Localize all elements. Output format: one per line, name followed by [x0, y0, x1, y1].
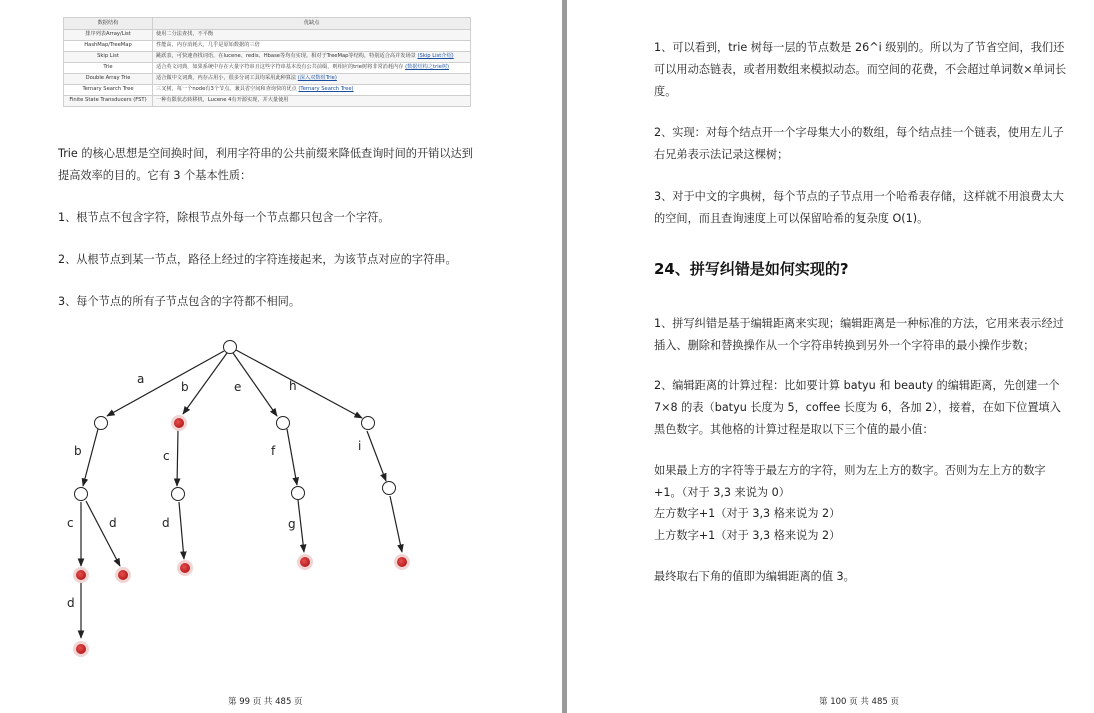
- rule-line: 上方数字+1（对于 3,3 格来说为 2）: [654, 528, 841, 542]
- trie-terminal-node-hi: [397, 557, 407, 567]
- table-header-pros-cons: 优缺点: [153, 18, 471, 30]
- rule-line: 左方数字+1（对于 3,3 格来说为 2）: [654, 507, 841, 520]
- trie-terminal-node-bcd: [180, 563, 190, 573]
- table-cell-desc-text: 使用二分法查找，不平衡: [156, 31, 214, 38]
- table-row: [64, 74, 471, 85]
- trie-edge-i: [367, 431, 386, 481]
- table-cell-name: Double Array Trie: [64, 74, 153, 85]
- table-row: [64, 41, 471, 52]
- trie-label-g: g: [288, 517, 296, 531]
- trie-edge-g: [298, 500, 304, 552]
- trie-terminal-node-abd: [118, 570, 128, 580]
- table-cell-desc: [153, 30, 471, 41]
- table-row: [64, 85, 471, 96]
- trie-label-d3: d: [67, 596, 75, 610]
- spellcheck-paragraph-2: 2、编辑距离的计算过程：比如要计算 batyu 和 beauty 的编辑距离，先创建一个7×8 的表（batyu 长度为 5，coffee 长度为 6，各加 2），接着，在如下位置填入黑色数字。其他格的计算过程是取以下三个值的最小值：: [654, 379, 1061, 436]
- trie-label-d1: d: [109, 516, 117, 530]
- table-cell-name: Skip List: [64, 52, 153, 63]
- trie-terminal-node-abcd: [76, 644, 86, 654]
- table-cell-name: Ternary Search Tree: [64, 85, 153, 96]
- trie-node-h: [362, 417, 375, 430]
- data-structure-table: [63, 17, 471, 107]
- trie-edge-d1: [86, 501, 120, 566]
- trie-chinese-paragraph: 3、对于中文的字典树，每个节点的子节点用一个哈希表存储，这样就不用浪费太大的空间，而且查询速度上可以保留哈希的复杂度 O(1)。: [654, 190, 1064, 225]
- table-cell-desc: [153, 74, 471, 85]
- table-header-structure: 数据结构: [64, 18, 153, 30]
- table-row: [64, 30, 471, 41]
- table-cell-desc-text: 三叉树，每一个node有3个节点，兼具省空间和查询快的优点: [156, 86, 297, 93]
- table-cell-desc-text: 适合英文词典，如果系统中存在大量字符串且这些字符串基本没有公共前缀，则相应的trie树将非常消耗内存: [156, 64, 404, 71]
- trie-label-a: a: [137, 372, 145, 386]
- trie-property-2: 2、从根节点到某一节点，路径上经过的字符连接起来，为该节点对应的字符串。: [58, 253, 457, 266]
- table-cell-name: Finite State Transducers (FST): [64, 96, 153, 107]
- trie-edge-d2: [179, 502, 184, 559]
- table-cell-link[interactable]: (Skip List介绍): [417, 53, 454, 60]
- page-footer: 第 99 页 共 485 页: [228, 697, 303, 707]
- table-cell-name: Trie: [64, 63, 153, 74]
- trie-label-f: f: [271, 444, 276, 458]
- trie-node-bc: [172, 488, 185, 501]
- trie-node-e: [277, 417, 290, 430]
- trie-edge-f: [287, 429, 297, 485]
- trie-label-d2: d: [162, 516, 170, 530]
- trie-space-paragraph: 1、可以看到，trie 树每一层的节点数是 26^i 级别的。所以为了节省空间，我们还可以用动态链表，或者用数组来模拟动态。而空间的花费，不会超过单词数×单词长度。: [654, 41, 1067, 98]
- table-cell-desc: [153, 85, 471, 96]
- trie-diagram: [40, 330, 480, 670]
- section-heading: 24、拼写纠错是如何实现的?: [654, 260, 849, 278]
- table-cell-desc: [153, 41, 471, 52]
- trie-label-h: h: [289, 379, 297, 393]
- spellcheck-rules: [654, 460, 1072, 546]
- trie-label-b2: b: [74, 444, 82, 458]
- table-row: [64, 63, 471, 74]
- table-cell-name: HashMap/TreeMap: [64, 41, 153, 52]
- trie-edge-a: [107, 351, 224, 416]
- spellcheck-paragraph-1: 1、拼写纠错是基于编辑距离来实现；编辑距离是一种标准的方法，它用来表示经过插入、删除和替换操作从一个字符串转换到另外一个字符串的最小操作步数；: [654, 317, 1064, 352]
- table-row: [64, 52, 471, 63]
- table-cell-desc: [153, 52, 471, 63]
- trie-label-e: e: [234, 380, 242, 394]
- trie-edge-last: [390, 496, 402, 552]
- rule-line: 如果最上方的字符等于最左方的字符，则为左上方的数字。否则为左上方的数字+1。（对于 3,3 来说为 0）: [654, 464, 1046, 499]
- table-cell-desc-text: 性能高，内存消耗大，几乎是原始数据的三倍: [156, 42, 260, 49]
- trie-label-c1: c: [163, 449, 170, 463]
- trie-edge-b2: [83, 429, 98, 486]
- table-cell-link[interactable]: (Ternary Search Tree): [298, 86, 354, 93]
- trie-terminal-node-efg: [300, 557, 310, 567]
- trie-root-node: [224, 341, 237, 354]
- table-cell-desc: [153, 63, 471, 74]
- table-cell-desc: [153, 96, 471, 107]
- table-cell-desc-text: 跳跃表，可快速查找词语，在lucene、redis、Hbase等均有实现。相对于TreeMap等结构，特别适合高并发场景: [156, 53, 416, 60]
- table-cell-name: 排序列表Array/List: [64, 30, 153, 41]
- trie-property-3: 3、每个节点的所有子节点包含的字符都不相同。: [58, 295, 301, 308]
- trie-property-1: 1、根节点不包含字符，除根节点外每一个节点都只包含一个字符。: [58, 211, 390, 224]
- spellcheck-conclusion: 最终取右下角的值即为编辑距离的值 3。: [654, 570, 855, 583]
- trie-impl-paragraph: 2、实现：对每个结点开一个字母集大小的数组，每个结点挂一个链表，使用左儿子右兄弟表示法记录这棵树；: [654, 126, 1064, 161]
- trie-node-a: [95, 417, 108, 430]
- trie-label-b: b: [181, 380, 189, 394]
- table-row: [64, 96, 471, 107]
- trie-terminal-node-b: [174, 418, 184, 428]
- right-page: [567, 0, 1094, 713]
- table-cell-link[interactable]: (深入双数组Trie): [297, 75, 337, 82]
- trie-label-c2: c: [67, 516, 74, 530]
- table-cell-desc-text: 一种有限状态转移机，Lucene 4有开源实现，并大量使用: [156, 97, 289, 104]
- table-cell-link[interactable]: (数据结构之trie树): [405, 64, 450, 71]
- trie-terminal-node-abc: [76, 570, 86, 580]
- trie-node-ab: [75, 488, 88, 501]
- table-cell-desc-text: 适合做中文词典，内存占用小，很多分词工具均采用此种算法: [156, 75, 297, 82]
- trie-edge-c1: [177, 430, 178, 486]
- trie-node-hi: [383, 482, 396, 495]
- page-footer: 第 100 页 共 485 页: [819, 697, 899, 707]
- trie-node-ef: [292, 487, 305, 500]
- trie-label-i: i: [358, 439, 362, 453]
- table-header-row: [64, 18, 471, 30]
- trie-intro-paragraph: Trie 的核心思想是空间换时间，利用字符串的公共前缀来降低查询时间的开销以达到提高效率的目的。它有 3 个基本性质：: [58, 147, 473, 182]
